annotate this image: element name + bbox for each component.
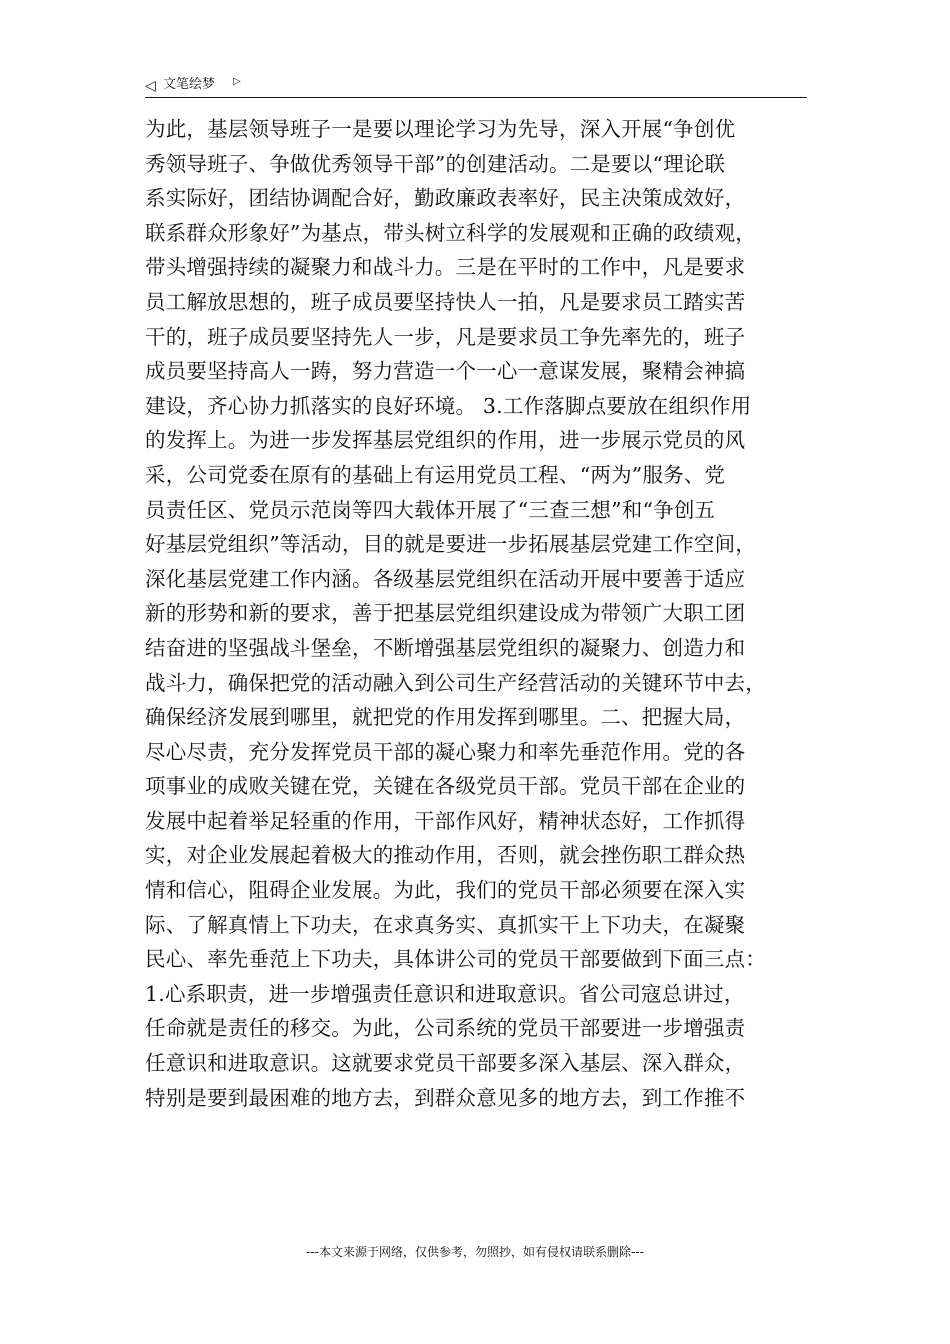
- text-line: 尽心尽责，充分发挥党员干部的凝心聚力和率先垂范作用。党的各: [145, 739, 746, 764]
- page-header: [145, 72, 807, 98]
- text-line: 情和信心，阻碍企业发展。为此，我们的党员干部必须要在深入实: [145, 878, 746, 903]
- header-title: 文笔绘梦: [163, 77, 216, 92]
- text-line: 1.心系职责，进一步增强责任意识和进取意识。省公司寇总讲过，: [145, 981, 745, 1006]
- text-line: 的发挥上。为进一步发挥基层党组织的作用，进一步展示党员的风: [145, 428, 746, 453]
- text-line: 员责任区、党员示范岗等四大载体开展了“三查三想”和“争创五: [145, 497, 716, 522]
- text-line: 采，公司党委在原有的基础上有运用党员工程、“两为”服务、党: [145, 462, 726, 487]
- text-line: 带头增强持续的凝聚力和战斗力。三是在平时的工作中，凡是要求: [145, 255, 746, 280]
- text-line: 战斗力，确保把党的活动融入到公司生产经营活动的关键环节中去，: [145, 670, 766, 695]
- text-line: 好基层党组织”等活动，目的就是要进一步拓展基层党建工作空间，: [145, 532, 756, 557]
- text-line: 结奋进的坚强战斗堡垒，不断增强基层党组织的凝聚力、创造力和: [145, 635, 746, 660]
- text-line: 项事业的成败关键在党，关键在各级党员干部。党员干部在企业的: [145, 774, 746, 799]
- header-divider: [145, 97, 807, 98]
- triangle-right-icon: ▷: [233, 76, 241, 87]
- text-line: 发展中起着举足轻重的作用，干部作风好，精神状态好，工作抓得: [145, 808, 746, 833]
- document-body: [145, 112, 805, 1115]
- footer-disclaimer: ---本文来源于网络，仅供参考，勿照抄，如有侵权请联系删除---: [306, 1245, 644, 1259]
- text-line: 际、了解真情上下功夫，在求真务实、真抓实干上下功夫，在凝聚: [145, 912, 746, 937]
- text-line: 系实际好，团结协调配合好，勤政廉政表率好，民主决策成效好，: [145, 186, 746, 211]
- text-line: 实，对企业发展起着极大的推动作用，否则，就会挫伤职工群众热: [145, 843, 746, 868]
- text-line: 任命就是责任的移交。为此，公司系统的党员干部要进一步增强责: [145, 1016, 746, 1041]
- text-line: 干的，班子成员要坚持先人一步，凡是要求员工争先率先的，班子: [145, 324, 746, 349]
- text-line: 深化基层党建工作内涵。各级基层党组织在活动开展中要善于适应: [145, 566, 746, 591]
- text-line: 任意识和进取意识。这就要求党员干部要多深入基层、深入群众，: [145, 1051, 746, 1076]
- text-line: 员工解放思想的，班子成员要坚持快人一拍，凡是要求员工踏实苦: [145, 289, 746, 314]
- text-line: 特别是要到最困难的地方去，到群众意见多的地方去，到工作推不: [145, 1085, 746, 1110]
- text-line: 新的形势和新的要求，善于把基层党组织建设成为带领广大职工团: [145, 601, 746, 626]
- text-line: 民心、率先垂范上下功夫，具体讲公司的党员干部要做到下面三点：: [145, 947, 766, 972]
- triangle-left-icon: ◁: [145, 78, 156, 94]
- text-line: 确保经济发展到哪里，就把党的作用发挥到哪里。二、把握大局，: [145, 705, 746, 730]
- text-line: 为此，基层领导班子一是要以理论学习为先导，深入开展“争创优: [145, 117, 736, 141]
- text-line: 联系群众形象好”为基点，带头树立科学的发展观和正确的政绩观，: [145, 220, 756, 245]
- text-line: 秀领导班子、争做优秀领导干部”的创建活动。二是要以“理论联: [145, 151, 726, 176]
- text-line: 建设，齐心协力抓落实的良好环境。 3.工作落脚点要放在组织作用: [145, 393, 752, 418]
- text-line: 成员要坚持高人一踌，努力营造一个一心一意谋发展，聚精会神搞: [145, 359, 746, 384]
